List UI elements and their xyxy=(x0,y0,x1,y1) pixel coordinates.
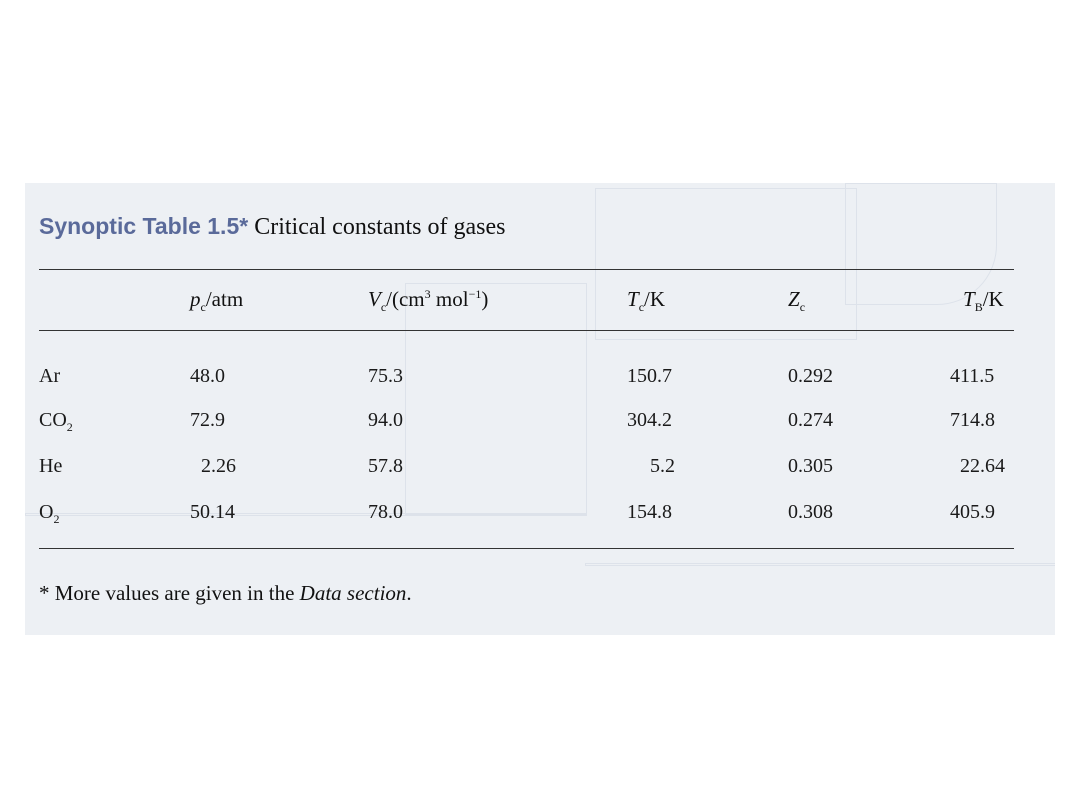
gas-name: Ar xyxy=(39,365,61,387)
zc-value: 0.292 xyxy=(788,365,833,387)
header-vc: $V_c/(cm^3$ mol$^{-1}$) xyxy=(368,287,489,315)
header-pc: $p_c$/atm xyxy=(190,287,244,315)
table-title xyxy=(39,213,505,241)
table-footnote: * More values are given in the Data section. xyxy=(39,581,412,605)
vc-value: 57.8 xyxy=(368,455,403,477)
vc-value: 94.0 xyxy=(368,409,403,431)
tc-value: 304.2 xyxy=(627,409,672,431)
header-tc: $T_c/K$ xyxy=(627,287,666,315)
tb-value: 714.8 xyxy=(950,409,995,431)
header-rule xyxy=(39,330,1014,331)
zc-value: 0.308 xyxy=(788,501,833,523)
top-rule xyxy=(39,269,1014,270)
tb-value: 22.64 xyxy=(960,455,1005,477)
table-label: Synoptic Table 1.5* xyxy=(39,213,249,239)
bleed-through-box xyxy=(585,563,1055,566)
table-caption: Critical constants of gases xyxy=(254,214,506,240)
tc-value: 5.2 xyxy=(650,455,675,477)
bleed-through-box xyxy=(405,283,587,515)
gas-name: He xyxy=(39,455,63,477)
gas-name: $CO_2$ xyxy=(39,409,73,434)
vc-value: 78.0 xyxy=(368,501,403,523)
table-scan xyxy=(25,183,1055,635)
bleed-through-box xyxy=(595,188,857,340)
pc-value: 72.9 xyxy=(190,409,225,431)
bottom-rule xyxy=(39,548,1014,549)
pc-value: 2.26 xyxy=(201,455,236,477)
pc-value: 48.0 xyxy=(190,365,225,387)
zc-value: 0.274 xyxy=(788,409,833,431)
gas-name: $O_2$ xyxy=(39,501,60,526)
tb-value: 411.5 xyxy=(950,365,995,387)
bleed-through-box xyxy=(25,513,587,516)
tc-value: 154.8 xyxy=(627,501,672,523)
zc-value: 0.305 xyxy=(788,455,833,477)
header-tb: $T_B/K$ xyxy=(963,287,1004,315)
vc-value: 75.3 xyxy=(368,365,403,387)
tb-value: 405.9 xyxy=(950,501,995,523)
tc-value: 150.7 xyxy=(627,365,672,387)
header-zc: $Z_c$ xyxy=(788,287,806,315)
pc-value: 50.14 xyxy=(190,501,235,523)
